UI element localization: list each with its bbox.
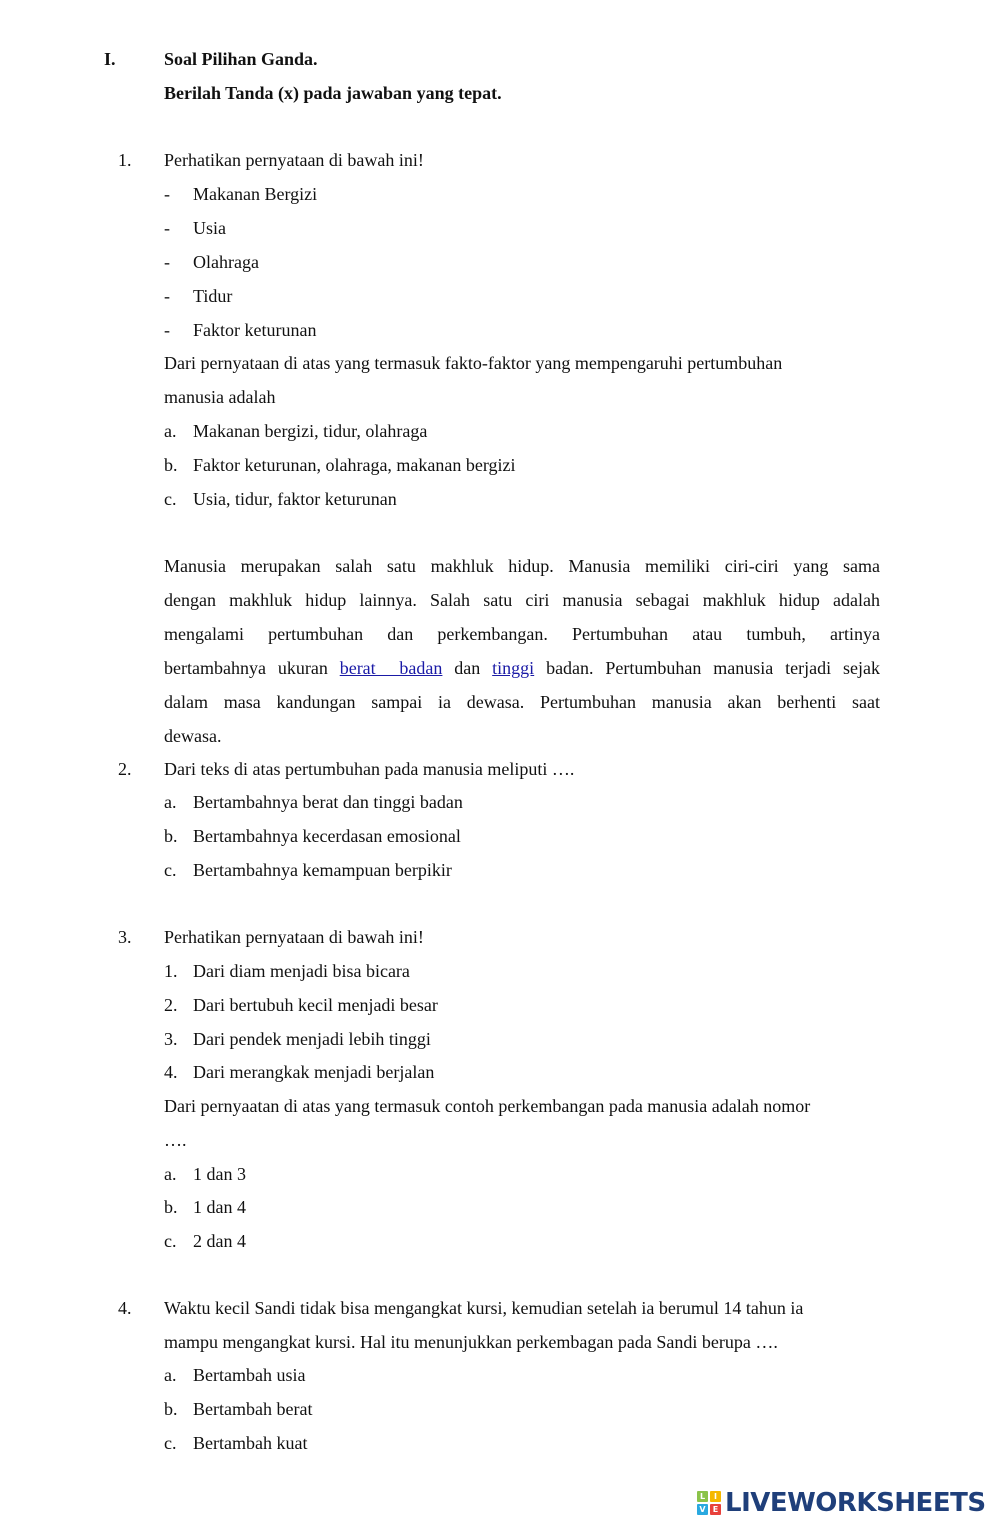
question-text: Dari pernyaatan di atas yang termasuk contoh perkembangan pada manusia adalah nomor [164,1096,811,1116]
link-tinggi[interactable]: tinggi [492,658,535,678]
option-text[interactable]: Makanan bergizi, tidur, olahraga [193,421,428,441]
option-letter: a. [164,1365,177,1385]
tile-e: E [710,1504,721,1515]
option-text[interactable]: 1 dan 3 [193,1164,246,1184]
option-letter: b. [164,826,178,846]
statement: Dari merangkak menjadi berjalan [193,1062,435,1082]
question-text: …. [164,1130,187,1150]
list-marker: 3. [164,1029,178,1049]
live-tiles-icon [697,1491,721,1515]
option-text[interactable]: Bertambahnya kemampuan berpikir [193,860,452,880]
option-text[interactable]: Bertambah kuat [193,1433,308,1453]
list-marker: - [164,184,170,204]
option-text[interactable]: 1 dan 4 [193,1197,246,1217]
passage-line-with-links [164,651,880,685]
logo-wordmark: LIVEWORKSHEETS [725,1488,986,1518]
liveworksheets-logo [697,1488,986,1518]
reading-passage [164,549,880,753]
statement: Makanan Bergizi [193,184,318,204]
statement: Dari pendek menjadi lebih tinggi [193,1029,431,1049]
tile-v: V [697,1504,708,1515]
passage-line: Manusia merupakan salah satu makhluk hidup. Manusia memiliki ciri-ciri yang sama [164,556,880,576]
option-letter: b. [164,1197,178,1217]
passage-text: dan [442,658,493,678]
question-number: 3. [118,927,132,947]
list-marker: - [164,218,170,238]
question-text: manusia adalah [164,387,276,407]
passage-line: mengalami pertumbuhan dan perkembangan. Pertumbuhan atau tumbuh, artinya [164,624,880,644]
list-marker: - [164,252,170,272]
section-instruction: Berilah Tanda (x) pada jawaban yang tepat. [164,83,502,103]
list-marker: - [164,320,170,340]
question-number: 4. [118,1298,132,1318]
statement: Faktor keturunan [193,320,317,340]
tile-l: L [697,1491,708,1502]
option-letter: c. [164,489,177,509]
statement: Usia [193,218,226,238]
option-text[interactable]: Bertambah berat [193,1399,313,1419]
statement: Dari bertubuh kecil menjadi besar [193,995,438,1015]
statement: Tidur [193,286,233,306]
passage-text: badan. Pertumbuhan manusia terjadi sejak [534,658,880,678]
question-number: 1. [118,150,132,170]
passage-line: dengan makhluk hidup lainnya. Salah satu ciri manusia sebagai makhluk hidup adalah [164,590,880,610]
list-marker: 1. [164,961,178,981]
question-number: 2. [118,759,132,779]
option-letter: a. [164,792,177,812]
question-text: Dari pernyataan di atas yang termasuk fakto-faktor yang mempengaruhi pertumbuhan [164,353,783,373]
question-prompt: Waktu kecil Sandi tidak bisa mengangkat kursi, kemudian setelah ia berumul 14 tahun ia [164,1298,804,1318]
option-text[interactable]: Bertambahnya kecerdasan emosional [193,826,461,846]
option-letter: b. [164,1399,178,1419]
list-marker: 4. [164,1062,178,1082]
option-letter: c. [164,860,177,880]
option-letter: a. [164,1164,177,1184]
question-prompt: mampu mengangkat kursi. Hal itu menunjukkan perkembagan pada Sandi berupa …. [164,1332,778,1352]
list-marker: 2. [164,995,178,1015]
option-text[interactable]: Faktor keturunan, olahraga, makanan bergizi [193,455,516,475]
link-berat-badan[interactable]: berat badan [339,658,443,678]
option-text[interactable]: Usia, tidur, faktor keturunan [193,489,397,509]
passage-text: bertambahnya ukuran [164,658,340,678]
option-letter: a. [164,421,177,441]
passage-line: dalam masa kandungan sampai ia dewasa. Pertumbuhan manusia akan berhenti saat [164,692,880,712]
tile-i: I [710,1491,721,1502]
option-text[interactable]: 2 dan 4 [193,1231,246,1251]
option-text[interactable]: Bertambahnya berat dan tinggi badan [193,792,463,812]
list-marker: - [164,286,170,306]
option-text[interactable]: Bertambah usia [193,1365,306,1385]
section-number: I. [104,49,116,69]
statement: Dari diam menjadi bisa bicara [193,961,410,981]
option-letter: c. [164,1231,177,1251]
section-title: Soal Pilihan Ganda. [164,49,318,69]
question-prompt: Dari teks di atas pertumbuhan pada manusia meliputi …. [164,759,575,779]
option-letter: c. [164,1433,177,1453]
passage-line: dewasa. [164,726,222,746]
option-letter: b. [164,455,178,475]
question-prompt: Perhatikan pernyataan di bawah ini! [164,927,424,947]
statement: Olahraga [193,252,259,272]
question-prompt: Perhatikan pernyataan di bawah ini! [164,150,424,170]
